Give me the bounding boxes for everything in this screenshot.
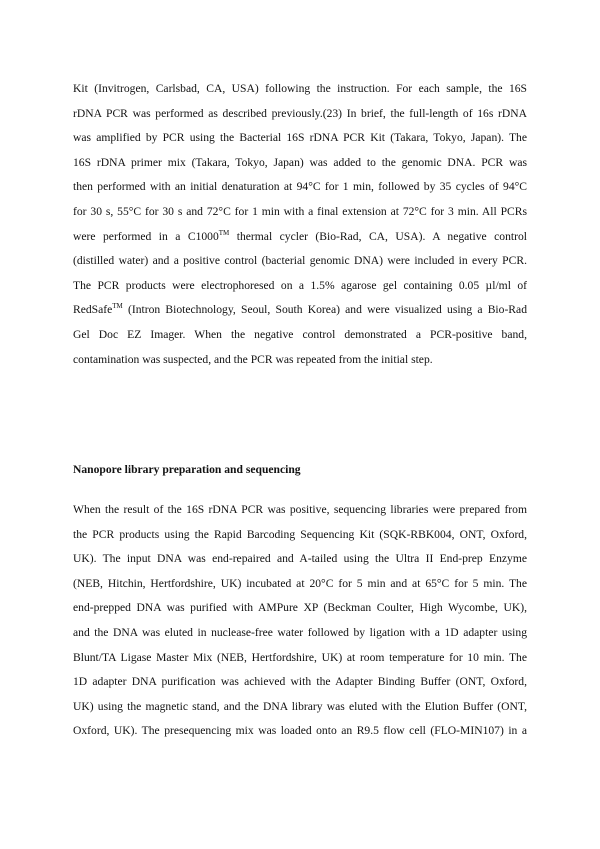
text-line: then performed with an initial denaturation at 94°C for 1 min, followed by 35 cycles of 94°C: [73, 180, 527, 194]
text-line: UK). The input DNA was end-repaired and A-tailed using the Ultra II End-prep Enzyme: [73, 552, 527, 566]
text-line: Kit (Invitrogen, Carlsbad, CA, USA) following the instruction. For each sample, the 16S: [73, 82, 527, 95]
methods-paragraph-nanopore: [73, 498, 527, 744]
text-line-with-trademark: [73, 225, 527, 250]
text-line: (NEB, Hitchin, Hertfordshire, UK) incubated at 20°C for 5 min and at 65°C for 5 min. The: [73, 576, 527, 590]
text-line: for 30 s, 55°C for 30 s and 72°C for 1 min with a final extension at 72°C for 3 min. All PCRs: [73, 204, 527, 218]
text-line: Oxford, UK). The presequencing mix was loaded onto an R9.5 flow cell (FLO-MIN107) in a: [73, 724, 527, 738]
line-text-end: (Intron Biotechnology, Seoul, South Korea) and were visualized using a Bio-Rad: [122, 303, 527, 317]
line-text-start: RedSafe: [73, 303, 113, 317]
text-line: Gel Doc EZ Imager. When the negative control demonstrated a PCR-positive band,: [73, 327, 527, 341]
text-line: end-prepped DNA was purified with AMPure XP (Beckman Coulter, High Wycombe, UK),: [73, 601, 527, 615]
text-line: the PCR products using the Rapid Barcoding Sequencing Kit (SQK-RBK004, ONT, Oxford,: [73, 527, 527, 541]
trademark-superscript: TM: [112, 302, 123, 311]
text-line: UK) using the magnetic stand, and the DNA library was eluted with the Elution Buffer (ONT,: [73, 699, 527, 713]
text-line: and the DNA was eluted in nuclease-free water followed by ligation with a 1D adapter using: [73, 625, 527, 639]
text-line: was amplified by PCR using the Bacterial 16S rDNA PCR Kit (Takara, Tokyo, Japan). The: [73, 131, 527, 145]
section-heading-block: [73, 462, 527, 478]
trademark-superscript: TM: [218, 228, 230, 237]
text-line: Blunt/TA Ligase Master Mix (NEB, Hertfordshire, UK) at room temperature for 10 min. The: [73, 650, 527, 664]
text-line: (distilled water) and a positive control (bacterial genomic DNA) were included in every PCR.: [73, 254, 527, 268]
line-text-start: were performed in a C1000: [73, 229, 219, 243]
text-line: contamination was suspected, and the PCR was repeated from the initial step.: [73, 352, 433, 366]
text-line: 16S rDNA primer mix (Takara, Tokyo, Japan) was added to the genomic DNA. PCR was: [73, 155, 527, 169]
text-line-with-trademark: [73, 298, 527, 323]
section-heading: Nanopore library preparation and sequencing: [73, 463, 301, 476]
methods-paragraph-pcr: [73, 77, 527, 372]
text-line: The PCR products were electrophoresed on a 1.5% agarose gel containing 0.05 µl/ml of: [73, 278, 527, 292]
text-line: rDNA PCR was performed as described previously.(23) In brief, the full-length of 16s rDNA: [73, 106, 527, 120]
line-text-end: thermal cycler (Bio-Rad, CA, USA). A negative control: [229, 229, 527, 243]
text-line: 1D adapter DNA purification was achieved with the Adapter Binding Buffer (ONT, Oxford,: [73, 675, 527, 689]
text-line: When the result of the 16S rDNA PCR was positive, sequencing libraries were prepared from: [73, 503, 527, 516]
